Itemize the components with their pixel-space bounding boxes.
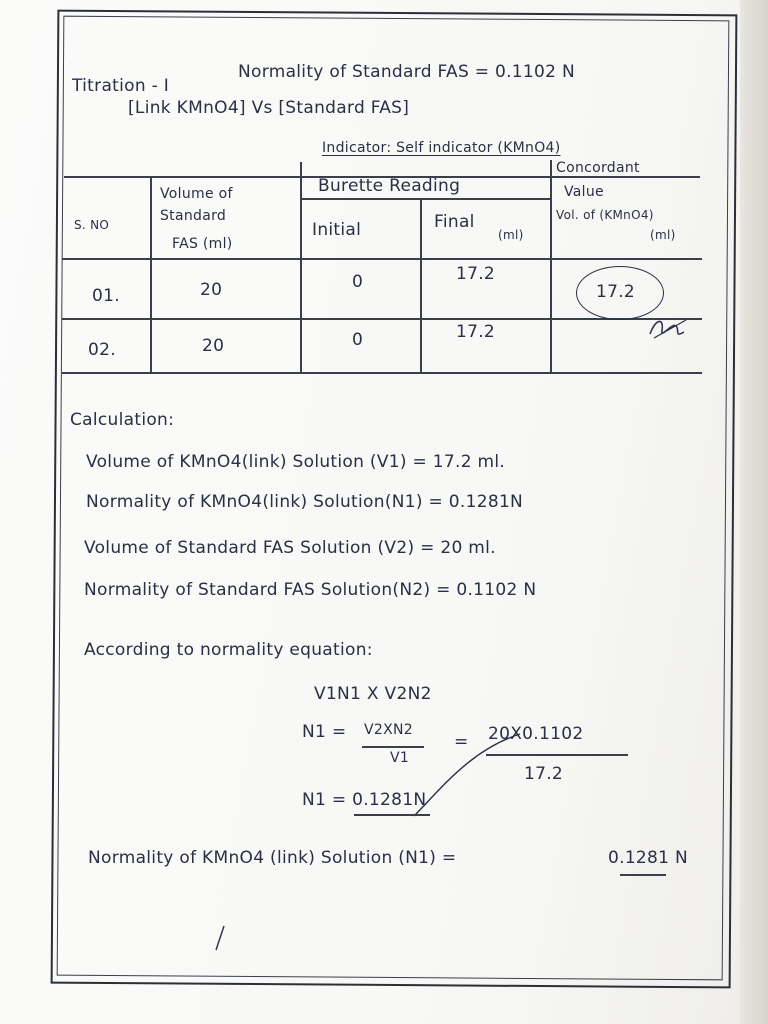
calc-line-3: Volume of Standard FAS Solution (V2) = 20 ml.: [84, 538, 496, 558]
page-edge: [740, 0, 768, 1024]
header-volume-3: FAS (ml): [172, 236, 233, 252]
indicator-label: Indicator: Self indicator (KMnO4): [322, 140, 561, 156]
row2-final: 17.2: [456, 322, 496, 342]
row1-volume: 20: [200, 280, 223, 300]
header-volume-1: Volume of: [160, 186, 233, 202]
header-concordant-3: Vol. of (KMnO4): [556, 208, 654, 222]
row1-initial: 0: [352, 272, 364, 292]
header-sno: S. NO: [74, 218, 110, 232]
header-concordant-1: Concordant: [556, 160, 640, 176]
header-final: Final: [434, 212, 475, 232]
equation-1: V1N1 X V2N2: [314, 684, 432, 704]
result-label: Normality of KMnO4 (link) Solution (N1) =: [88, 848, 457, 868]
row2-sno: 02.: [88, 340, 116, 360]
equation-2-denominator-values: 17.2: [524, 764, 564, 784]
teacher-signature: [646, 312, 690, 344]
calc-line-2: Normality of KMnO4(link) Solution(N1) = 0.1281N: [86, 492, 524, 512]
header-concordant-4: (ml): [650, 228, 676, 242]
header-initial: Initial: [312, 220, 362, 240]
header-volume-2: Standard: [160, 208, 227, 224]
header-unit: (ml): [498, 228, 524, 242]
cancel-stroke: [410, 730, 530, 820]
concordant-value: 17.2: [596, 282, 636, 302]
row2-initial: 0: [352, 330, 364, 350]
equation-3: N1 = 0.1281N: [302, 790, 427, 810]
pen-mark: [210, 924, 230, 954]
titration-label: Titration - I: [72, 76, 170, 96]
calc-line-4: Normality of Standard FAS Solution(N2) = 0.1102 N: [84, 580, 537, 600]
header-concordant-2: Value: [564, 184, 604, 200]
equation-2-numerator-values: 20X0.1102: [488, 724, 584, 744]
equation-2-equals: =: [454, 732, 469, 752]
calculation-heading: Calculation:: [70, 410, 175, 430]
row2-volume: 20: [202, 336, 225, 356]
row1-sno: 01.: [92, 286, 120, 306]
equation-2-lhs: N1 =: [302, 722, 347, 742]
equation-2-numerator: V2XN2: [364, 722, 413, 738]
calc-line-1: Volume of KMnO4(link) Solution (V1) = 17.2 ml.: [86, 452, 506, 472]
titration-subtitle: [Link KMnO4] Vs [Standard FAS]: [128, 98, 410, 118]
result-value: 0.1281 N: [608, 848, 689, 868]
row1-final: 17.2: [456, 264, 496, 284]
standard-fas-normality: Normality of Standard FAS = 0.1102 N: [238, 62, 575, 82]
header-burette: Burette Reading: [318, 176, 461, 196]
equation-2-denominator: V1: [390, 750, 410, 766]
equation-intro: According to normality equation:: [84, 640, 373, 660]
